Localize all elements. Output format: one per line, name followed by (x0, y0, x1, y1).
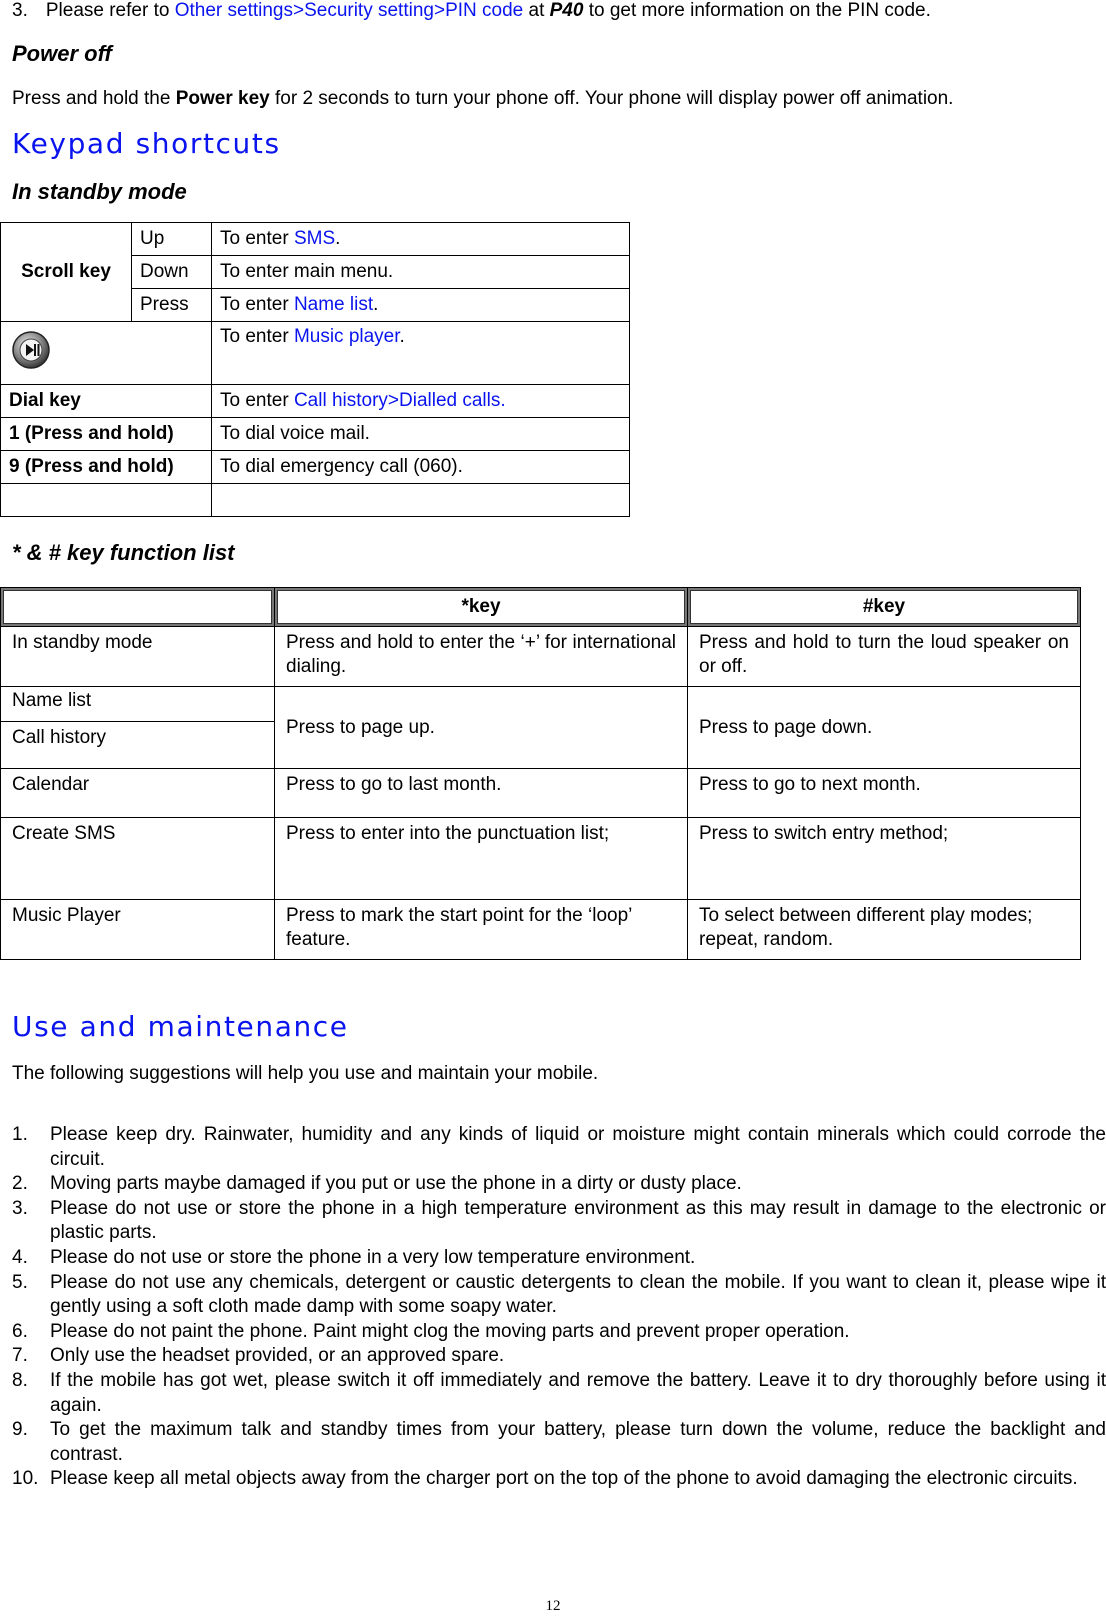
music-player-key-icon (11, 330, 51, 376)
list-item (12, 1418, 1106, 1467)
keypad-shortcuts-title: Keypad shortcuts (12, 127, 281, 160)
key-label: 9 (Press and hold) (1, 451, 212, 484)
pin-code-note: 3. Please refer to Other settings>Security setting>PIN code at P40 to get more information on the PIN code. (12, 0, 931, 21)
maintenance-title: Use and maintenance (12, 1010, 349, 1043)
list-item-number: 3. (12, 1197, 28, 1219)
hash-key-cell: Press to switch entry method; (688, 818, 1081, 900)
music-player-link[interactable]: Music player (293, 326, 400, 347)
hash-key-cell: To select between different play modes; repeat, random. (688, 900, 1081, 960)
table-row (1, 322, 630, 385)
list-item (12, 1467, 1106, 1492)
table-row (1, 627, 1081, 687)
table-row (1, 687, 1081, 769)
list-item (12, 1320, 1106, 1345)
list-item-text: Please keep all metal objects away from the charger port on the top of the phone to avoid damaging the electronic circuits. (50, 1468, 1078, 1490)
list-item-text: Please do not use any chemicals, detergent or caustic detergents to clean the mobile. If you want to clean it, please wipe it gently using a soft cloth made damp with some soapy water. (50, 1271, 1106, 1318)
hash-key-header: #key (688, 588, 1081, 627)
table-row (1, 769, 1081, 818)
list-item-text: If the mobile has got wet, please switch it off immediately and remove the battery. Leave it to dry thoroughly before using it again. (50, 1369, 1106, 1416)
list-item-number: 4. (12, 1246, 28, 1268)
hash-key-cell: Press to go to next month. (688, 769, 1081, 818)
list-item-number: 5. (12, 1271, 28, 1293)
star-key-cell: Press to page up. (275, 687, 688, 769)
name-list-link[interactable]: Name list (293, 294, 374, 315)
dial-key-label: Dial key (1, 385, 212, 418)
key-label: 1 (Press and hold) (1, 418, 212, 451)
key-function-list-heading: * & # key function list (12, 540, 235, 565)
shortcut-description: To enter Name list. (212, 289, 630, 322)
list-item-number: 8. (12, 1369, 28, 1391)
list-item-number: 6. (12, 1320, 28, 1342)
shortcut-description: To enter Call history>Dialled calls. (212, 385, 630, 418)
scroll-direction: Up (132, 223, 212, 256)
star-key-cell: Press and hold to enter the ‘+’ for international dialing. (275, 627, 688, 687)
sms-link[interactable]: SMS (293, 228, 336, 249)
power-off-heading: Power off (12, 41, 112, 66)
list-item-text: Please keep dry. Rainwater, humidity and any kinds of liquid or moisture might contain minerals which could corrode the circuit. (50, 1124, 1106, 1170)
star-key-cell: Press to mark the start point for the ‘loop’ feature. (275, 900, 688, 960)
list-item-number: 1. (12, 1124, 28, 1145)
shortcut-description: To enter Music player. (212, 322, 630, 385)
list-item (12, 1369, 1106, 1418)
list-item (12, 1172, 1106, 1197)
list-item-text: To get the maximum talk and standby times from your battery, please turn down the volume, reduce the backlight and contrast. (50, 1419, 1106, 1465)
hash-key-cell: Press and hold to turn the loud speaker on or off. (688, 627, 1081, 687)
keypad-shortcuts-table (0, 222, 630, 517)
maintenance-intro: The following suggestions will help you use and maintain your mobile. (12, 1063, 599, 1084)
list-item-number: 2. (12, 1173, 28, 1195)
shortcut-description: To enter main menu. (212, 256, 630, 289)
pin-code-link[interactable]: Other settings>Security setting>PIN code (174, 0, 524, 21)
list-item-text: Please do not paint the phone. Paint might clog the moving parts and prevent proper operation. (50, 1320, 850, 1342)
list-item-text: Please do not use or store the phone in a very low temperature environment. (50, 1246, 696, 1268)
shortcut-description: To dial voice mail. (212, 418, 630, 451)
table-row (1, 418, 630, 451)
mode-cell: In standby mode (1, 627, 275, 687)
scroll-key-label: Scroll key (1, 223, 132, 322)
list-item-text: Moving parts maybe damaged if you put or use the phone in a dirty or dusty place. (50, 1173, 742, 1195)
mode-cell: Create SMS (1, 818, 275, 900)
music-key-cell (1, 322, 212, 385)
list-item-number: 10. (12, 1468, 39, 1490)
list-item (12, 1197, 1106, 1246)
table-row (1, 223, 630, 256)
power-off-paragraph: Press and hold the Power key for 2 seconds to turn your phone off. Your phone will display power off animation. (12, 88, 954, 109)
dialled-calls-link[interactable]: Call history>Dialled calls. (293, 390, 506, 411)
mode-cell: Music Player (1, 900, 275, 960)
list-item (12, 1246, 1106, 1271)
empty-cell (212, 484, 630, 517)
list-item (12, 1344, 1106, 1369)
scroll-direction: Press (132, 289, 212, 322)
list-item-text: Only use the headset provided, or an approved spare. (50, 1345, 505, 1367)
list-item-text: Please do not use or store the phone in a high temperature environment as this may result in damage to the electronic or plastic parts. (50, 1197, 1106, 1244)
key-function-table (0, 587, 1081, 960)
shortcut-description: To enter SMS. (212, 223, 630, 256)
list-item (12, 1123, 1106, 1172)
mode-cell: Name list Call history (1, 687, 275, 769)
table-row (1, 451, 630, 484)
star-key-cell: Press to enter into the punctuation list; (275, 818, 688, 900)
power-key-label: Power key (175, 88, 270, 109)
blank-header (1, 588, 275, 627)
list-item (12, 1271, 1106, 1320)
table-row (1, 385, 630, 418)
maintenance-list (12, 1123, 1106, 1492)
table-row (1, 900, 1081, 960)
mode-cell: Calendar (1, 769, 275, 818)
list-item-number: 7. (12, 1345, 28, 1367)
table-row (1, 818, 1081, 900)
page-reference: P40 (549, 0, 584, 21)
shortcut-description: To dial emergency call (060). (212, 451, 630, 484)
star-key-cell: Press to go to last month. (275, 769, 688, 818)
list-item-number: 9. (12, 1419, 28, 1441)
standby-mode-heading: In standby mode (12, 179, 187, 204)
empty-cell (1, 484, 212, 517)
page-number: 12 (545, 1598, 561, 1614)
table-row (1, 484, 630, 517)
scroll-direction: Down (132, 256, 212, 289)
hash-key-cell: Press to page down. (688, 687, 1081, 769)
table-header-row (1, 588, 1081, 627)
star-key-header: *key (275, 588, 688, 627)
